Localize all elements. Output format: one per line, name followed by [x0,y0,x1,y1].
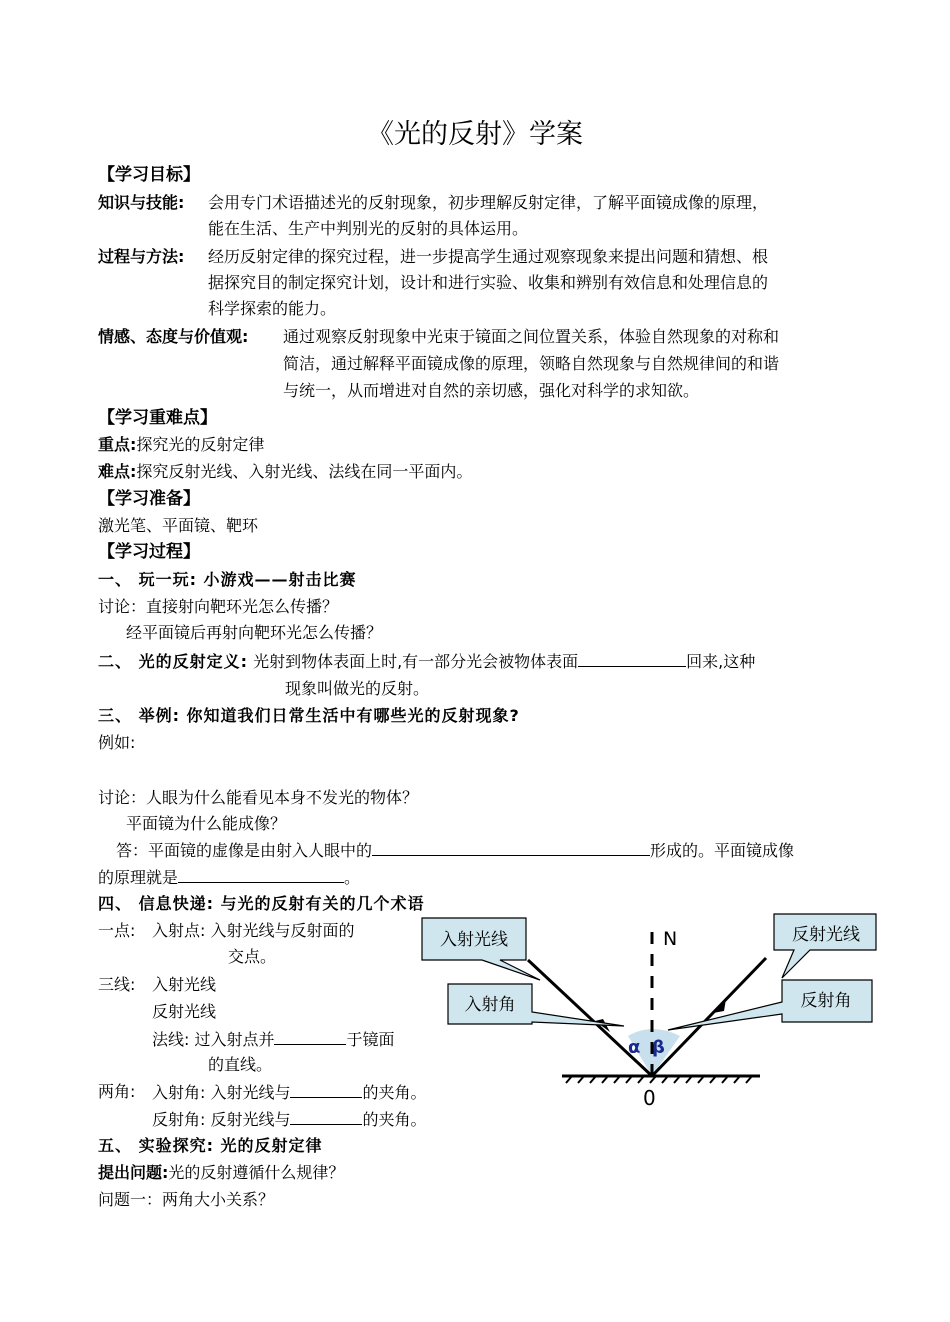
part2-text-2: 回来,这种 [686,652,756,671]
knowledge-text-1: 会用专门术语描述光的反射现象，初步理解反射定律，了解平面镜成像的原理， [208,193,769,212]
part4-point-text-2: 交点。 [228,947,277,966]
part2-text-4: 光的反射。 [349,679,430,698]
part4-line-normal [152,1028,395,1051]
part4-angles-label: 两角: [98,1082,136,1101]
part2-line-1 [98,650,755,673]
heading-process: 【学习过程】 [98,542,200,562]
process-text-2: 据探究目的制定探究计划，设计和进行实验、收集和辨别有效信息和处理信息的 [208,273,769,292]
part4-point-label: 一点: [98,921,136,940]
part4-angle-reflected-text-2: 的夹角。 [362,1110,427,1129]
callout-reflected-ray-text: 反射光线 [792,925,860,945]
heading-preparation: 【学习准备】 [98,489,200,509]
part4-angle-reflected-blank[interactable] [290,1108,362,1125]
process-label: 过程与方法: [98,247,185,266]
part4-normal-blank[interactable] [274,1028,346,1045]
key-point-line [98,434,264,456]
callout-incident-ray-text: 入射光线 [440,930,508,950]
part4-angle-incident [152,1081,427,1104]
part4-title: 四、 信息快递: 与光的反射有关的几个术语 [98,894,425,913]
alpha-label: α [628,1037,641,1058]
key-point-label: 重点: [98,435,137,454]
part5-question-text: 光的反射遵循什么规律？ [168,1163,345,1182]
part4-lines-label: 三线: [98,975,136,994]
part4-normal-text-3: 的直线。 [208,1055,273,1074]
part3-answer-text-3: 的原理就是 [98,868,179,887]
part2-text-3: 现象叫做 [285,679,350,698]
part4-normal-text-2: 于镜面 [346,1030,395,1049]
part1-title: 一、 玩一玩: 小游戏——射击比赛 [98,570,357,589]
emotion-text-2: 简洁，通过解释平面镜成像的原理，领略自然现象与自然规律间的和谐 [283,354,780,373]
part3-answer-text-2: 形成的。平面镜成像 [650,841,795,860]
part2-text-1: 光射到物体表面上时,有一部分光会被物体表面 [253,652,579,671]
part4-angle-incident-blank[interactable] [290,1081,362,1098]
preparation-text: 激光笔、平面镜、靶环 [98,516,259,535]
knowledge-text-2: 能在生活、生产中判别光的反射的具体运用。 [208,219,529,238]
normal-label: N [663,928,678,950]
emotion-text-3: 与统一，从而增进对自然的亲切感，强化对科学的求知欲。 [283,381,700,400]
part4-angle-reflected-text-1: 反射角: 反射光线与 [152,1110,291,1129]
reflection-diagram [410,910,890,1115]
part3-discussion-2: 平面镜为什么能成像？ [126,814,287,833]
key-point-text: 探究光的反射定律 [136,435,265,454]
part2-label: 二、 光的反射定义: [98,652,248,671]
part3-example: 例如: [98,733,136,752]
part3-title: 三、 举例: 你知道我们日常生活中有哪些光的反射现象? [98,706,520,725]
part5-question-line [98,1162,344,1184]
part2-line-2 [285,678,429,700]
part1-discussion-2: 经平面镜后再射向靶环光怎么传播？ [126,623,383,642]
page-title: 《光的反射》学案 [367,119,583,150]
heading-key-points: 【学习重难点】 [98,408,217,428]
emotion-label: 情感、态度与价值观: [98,327,249,346]
part5-question-label: 提出问题: [98,1163,169,1182]
part3-answer-blank-1[interactable] [372,839,650,856]
part4-line-incident: 入射光线 [152,975,217,994]
part3-answer-blank-2[interactable] [178,866,344,883]
emotion-text-1: 通过观察反射现象中光束于镜面之间位置关系，体验自然现象的对称和 [283,327,780,346]
part4-line-reflected: 反射光线 [152,1002,217,1021]
part3-discussion-1: 讨论：人眼为什么能看见本身不发光的物体？ [98,788,419,807]
part5-title: 五、 实验探究: 光的反射定律 [98,1136,323,1155]
part4-angle-incident-text-2: 的夹角。 [362,1083,427,1102]
part1-discussion-1: 讨论：直接射向靶环光怎么传播？ [98,597,339,616]
incidence-point-label: 0 [643,1086,656,1110]
callout-reflected-angle-text: 反射角 [800,991,852,1011]
beta-label: β [652,1037,665,1058]
part3-answer-line-2 [98,866,360,889]
part2-blank[interactable] [578,650,686,667]
part3-answer-text-4: 。 [344,868,361,887]
difficulty-line [98,461,472,483]
callout-reflected-ray-box [774,914,876,978]
knowledge-label: 知识与技能: [98,193,185,212]
part3-answer-text-1: 答：平面镜的虚像是由射入人眼中的 [116,841,373,860]
process-text-3: 科学探索的能力。 [208,299,337,318]
process-text-1: 经历反射定律的探究过程，进一步提高学生通过观察现象来提出问题和猜想、根 [208,247,769,266]
part4-normal-text-1: 法线: 过入射点并 [152,1030,275,1049]
part3-answer-line-1 [116,839,794,862]
part4-point-text: 入射点: 入射光线与反射面的 [152,921,355,940]
part4-angle-incident-text-1: 入射角: 入射光线与 [152,1083,291,1102]
heading-objectives: 【学习目标】 [98,165,200,185]
part5-question-1: 问题一：两角大小关系？ [98,1190,275,1209]
difficulty-label: 难点: [98,462,137,481]
difficulty-text: 探究反射光线、入射光线、法线在同一平面内。 [136,462,473,481]
callout-incident-angle-text: 入射角 [464,995,516,1015]
part4-angle-reflected [152,1108,427,1131]
